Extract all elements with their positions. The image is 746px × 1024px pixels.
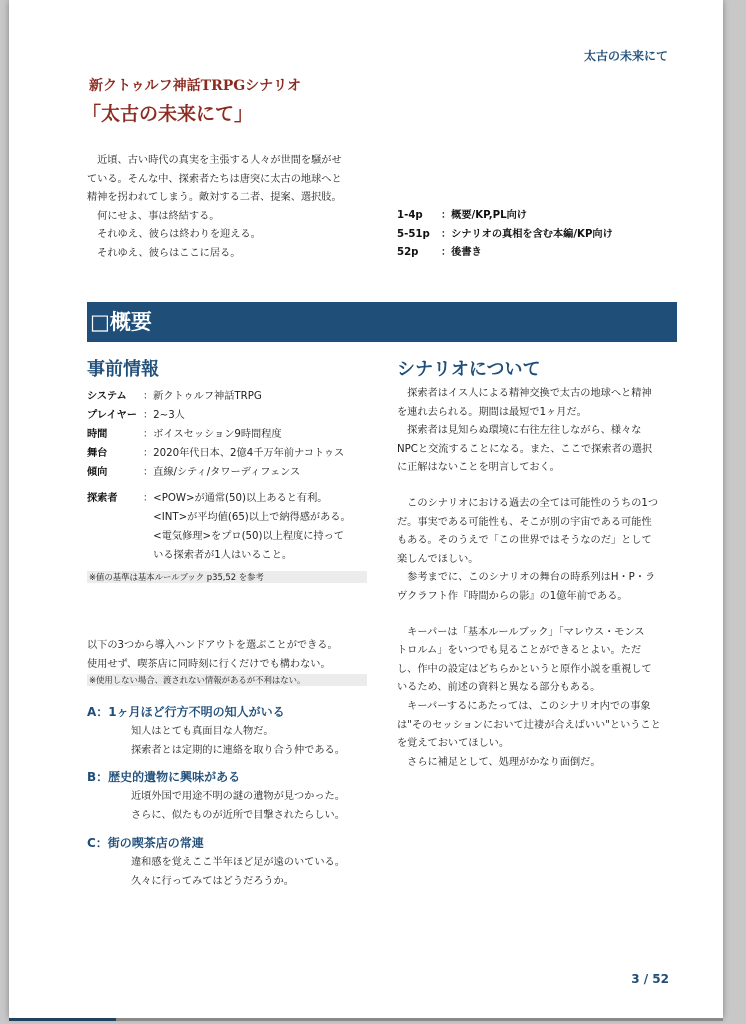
pre-info-table — [87, 387, 344, 482]
info-value: ：直線/シティ/タワーディフェンス — [143, 467, 301, 478]
page-bottom-edge — [9, 1018, 723, 1021]
scenario-line: キーパーは「基本ルールブック」「マレウス・モンス — [397, 626, 645, 638]
scenario-paragraph — [397, 385, 687, 478]
toc-pages: 5-51p — [397, 228, 430, 240]
handout-line: 久々に行ってみてはどうだろうか。 — [131, 876, 294, 887]
handout-note: ※使用しない場合、渡されない情報があるが不利はない。 — [87, 674, 367, 686]
table-of-contents — [397, 207, 613, 263]
scenario-subtitle: 新クトゥルフ神話TRPGシナリオ — [89, 78, 302, 94]
info-label: 時間 — [87, 429, 108, 440]
handout-intro-line: 以下の3つから導入ハンドアウトを選ぶことができる。 — [87, 640, 338, 651]
seeker-line: ：<POW>が通常(50)以上あると有利。 — [143, 493, 328, 504]
handout-heading-a: A：1ヶ月ほど行方不明の知人がいる — [87, 705, 285, 719]
intro-line: 近頃、古い時代の真実を主張する人々が世間を騒がせ — [87, 155, 342, 166]
seeker-lines — [143, 489, 351, 565]
scenario-line: ヴクラフト作『時間からの影』の1億年前である。 — [397, 590, 628, 602]
scenario-line: 探索者は見知らぬ環境に右往左往しながら、様々な — [397, 425, 642, 437]
scenario-line: は"そのセッションにおいて辻褄が合えばいい"ということ — [397, 719, 661, 731]
handout-heading-b: B：歴史的遺物に興味がある — [87, 770, 241, 784]
info-label: プレイヤー — [87, 410, 138, 421]
document-page — [9, 0, 723, 1018]
intro-line: それゆえ、彼らは終わりを迎える。 — [87, 229, 261, 240]
toc-pages: 1-4p — [397, 210, 423, 221]
intro-text — [87, 152, 387, 263]
seeker-line: <INT>が平均値(65)以上で納得感がある。 — [143, 512, 351, 523]
scenario-text — [397, 385, 687, 772]
section-banner: □概要 — [87, 302, 677, 342]
info-row — [87, 406, 344, 425]
info-row — [87, 425, 344, 444]
intro-line: 精神を拐われてしまう。敵対する二者、提案、選択肢。 — [87, 192, 342, 203]
intro-line: ている。そんな中、探索者たちは唐突に太古の地球へと — [87, 173, 342, 185]
info-row — [87, 444, 344, 463]
scenario-line: を覚えておいてほしい。 — [397, 738, 510, 750]
scenario-line: 探索者はイス人による精神交換で太古の地球へと精神 — [397, 388, 652, 399]
info-row — [87, 387, 344, 406]
scenario-line: だ。事実である可能性も、そこが別の宇宙である可能性 — [397, 516, 652, 528]
info-row — [87, 463, 344, 482]
page-number: 3 / 52 — [631, 972, 669, 986]
info-label: システム — [87, 391, 127, 402]
scenario-line: し、作中の設定はどちらかというと原作小説を重視して — [397, 663, 652, 675]
toc-row — [397, 207, 613, 226]
info-value: ：2~3人 — [143, 410, 185, 421]
handout-body-b — [131, 787, 345, 825]
toc-pages: 52p — [397, 247, 419, 258]
info-value: ：新クトゥルフ神話TRPG — [143, 391, 262, 402]
toc-row — [397, 244, 613, 263]
handout-intro-line: 使用せず、喫茶店に同時刻に行くだけでも構わない。 — [87, 659, 331, 670]
scenario-line: NPCと交流することになる。また、ここで探索者の選択 — [397, 443, 653, 455]
handout-line: 探索者とは定期的に連絡を取り合う仲である。 — [131, 745, 345, 756]
toc-desc: ：後書き — [441, 247, 482, 258]
scenario-line: 参考までに、このシナリオの舞台の時系列はH・P・ラ — [397, 572, 656, 584]
running-title: 太古の未来にて — [583, 49, 668, 63]
scenario-line: もある。そのうえで「この世界ではそうなのだ」として — [397, 535, 652, 547]
scenario-paragraph — [397, 495, 687, 607]
scenario-line: を連れ去られる。期間は最短で1ヶ月だ。 — [397, 406, 587, 418]
handout-heading-c: C：街の喫茶店の常連 — [87, 836, 204, 850]
handout-line: 違和感を覚えここ半年ほど足が遠のいている。 — [131, 857, 345, 868]
scenario-line: さらに補足として、処理がかなり面倒だ。 — [397, 756, 601, 768]
handout-line: 知人はとても真面目な人物だ。 — [131, 726, 274, 737]
info-value: ：2020年代日本、2億4千万年前ナコトゥス — [143, 448, 345, 459]
toc-row — [397, 226, 613, 245]
scenario-heading: シナリオについて — [397, 359, 541, 380]
seeker-line: いる探索者が1人はいること。 — [143, 550, 293, 561]
scenario-line: いるため、前述の資料と異なる部分もある。 — [397, 682, 601, 694]
scenario-line: トロルム」をいつでも見ることができるとよい。ただ — [397, 645, 642, 657]
scenario-line: に正解はないことを明言しておく。 — [397, 462, 560, 474]
handout-body-c — [131, 853, 345, 891]
toc-desc: ：シナリオの真相を含む本編/KP向け — [441, 228, 613, 240]
handout-body-a — [131, 722, 345, 760]
seeker-label: 探索者 — [87, 493, 118, 504]
intro-line: 何にせよ、事は終結する。 — [87, 210, 220, 222]
seeker-line: <電気修理>をプロ(50)以上程度に持って — [143, 531, 344, 542]
info-label: 舞台 — [87, 448, 108, 459]
toc-desc: ：概要/KP,PL向け — [441, 210, 527, 221]
scenario-line: このシナリオにおける過去の全ては可能性のうちの1つ — [397, 497, 659, 509]
info-label: 傾向 — [87, 467, 108, 478]
intro-line: それゆえ、彼らはここに居る。 — [87, 247, 241, 259]
value-note: ※値の基準は基本ルールブック p35,52 を参考 — [87, 571, 367, 583]
scenario-title: 「太古の未来にて」 — [82, 103, 254, 125]
handout-intro — [87, 636, 338, 674]
scenario-line: キーパーするにあたっては、このシナリオ内での事象 — [397, 700, 651, 712]
scenario-paragraph — [397, 624, 687, 773]
seeker-requirements — [87, 489, 351, 565]
scenario-line: 楽しんでほしい。 — [397, 553, 479, 565]
handout-line: 近頃外国で用途不明の謎の遺物が見つかった。 — [131, 791, 345, 802]
info-value: ：ボイスセッション9時間程度 — [143, 429, 282, 440]
handout-line: さらに、似たものが近所で目撃されたらしい。 — [131, 810, 345, 821]
pre-info-heading: 事前情報 — [87, 359, 159, 380]
